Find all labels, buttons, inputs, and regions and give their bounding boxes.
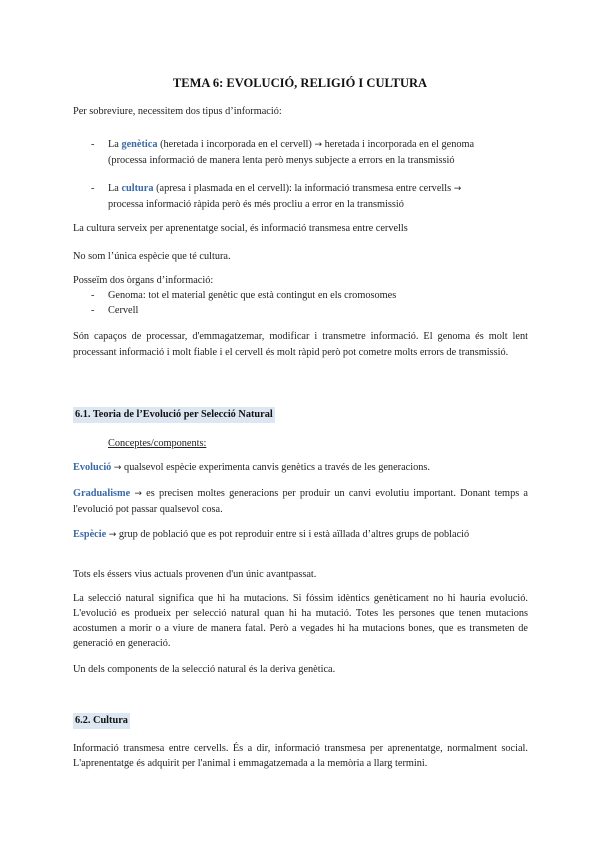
capacos-paragraph: Són capaços de processar, d'emmagatzemar, modificar i transmetre informació. El genoma és molt lent processant informació i molt fiable i el cervell és molt ràpid però pot cometre molts errors de transmissió. — [73, 331, 528, 358]
term-evolucio: Evolució — [73, 462, 112, 473]
cultura-prefix: La — [108, 183, 119, 194]
cultura-keyword: cultura — [121, 183, 154, 194]
arrow-icon: → — [314, 140, 322, 150]
conceptes-heading: Conceptes/components: — [108, 438, 207, 449]
essers-paragraph: Tots els éssers vius actuals provenen d'un únic avantpassat. — [73, 569, 317, 580]
genetica-prefix: La — [108, 139, 119, 150]
organs-paragraph: Posseïm dos òrgans d’informació: — [73, 275, 214, 286]
definition-gradualisme — [73, 486, 528, 517]
page-title: TEMA 6: EVOLUCIÓ, RELIGIÓ I CULTURA — [172, 76, 428, 90]
cultura-line2: processa informació ràpida però és més procliu a error en la transmissió — [108, 199, 404, 210]
arrow-icon: → — [453, 184, 462, 194]
especie-paragraph: No som l’única espècie que té cultura. — [73, 251, 231, 262]
definition-evolucio — [73, 460, 528, 476]
bullet-dash: - — [91, 305, 95, 316]
definition-text: grup de població que es pot reproduir entre si i està aïllada d’altres grups de població — [118, 529, 470, 540]
intro-paragraph: Per sobreviure, necessitem dos tipus d’informació: — [73, 106, 282, 117]
cultura-item — [108, 181, 528, 212]
arrow-icon: → — [108, 530, 117, 540]
genetica-line2: (processa informació de manera lenta però menys subjecte a errors en la transmissió — [108, 155, 455, 166]
organ-item: Genoma: tot el material genètic que està contingut en els cromosomes — [108, 290, 397, 301]
section-heading-cultura: 6.2. Cultura — [73, 713, 130, 729]
seleccio-paragraph: La selecció natural significa que hi ha mutacions. Si fóssim idèntics genèticament no hi hauria evolució. L'evolució es produeix per selecció natural quan hi ha mutació. Totes les persones que tenen mutacions acostumen a morir o a viure de manera fatal. Però a vegades hi ha mutacions bones, que es transmeten de generació en generació. — [73, 593, 528, 649]
deriva-paragraph: Un dels components de la selecció natural és la deriva genètica. — [73, 664, 336, 675]
term-gradualisme: Gradualisme — [73, 488, 131, 499]
bullet-dash: - — [91, 139, 95, 150]
arrow-icon: → — [134, 489, 142, 499]
definition-text: qualsevol espècie experimenta canvis genètics a través de les generacions. — [124, 462, 430, 473]
bullet-dash: - — [91, 290, 95, 301]
section-heading-evolucio: 6.1. Teoria de l’Evolució per Selecció Natural — [73, 407, 275, 423]
genetica-item — [108, 137, 528, 168]
definition-text: es precisen moltes generacions per produir un canvi evolutiu important. Donant temps a l'evolució pot passar qualsevol cosa. — [73, 488, 528, 515]
informacio-paragraph: Informació transmesa entre cervells. És a dir, informació transmesa per aprenentatge, normalment social. L'aprenentatge és adquirit per l'animal i emmagatzemada a la memòria a llarg termini. — [73, 743, 528, 769]
definition-especie — [73, 527, 528, 543]
organ-item: Cervell — [108, 305, 139, 316]
term-especie: Espècie — [73, 529, 107, 540]
genetica-text2: heretada i incorporada en el genoma — [324, 139, 475, 150]
genetica-text1: (heretada i incorporada en el cervell) — [160, 139, 312, 150]
genetica-keyword: genètica — [121, 139, 158, 150]
cultura-paragraph: La cultura serveix per aprenentatge social, és informació transmesa entre cervells — [73, 223, 408, 234]
arrow-icon: → — [113, 463, 122, 473]
bullet-dash: - — [91, 183, 95, 194]
cultura-text1: (apresa i plasmada en el cervell): la informació transmesa entre cervells — [156, 183, 452, 194]
